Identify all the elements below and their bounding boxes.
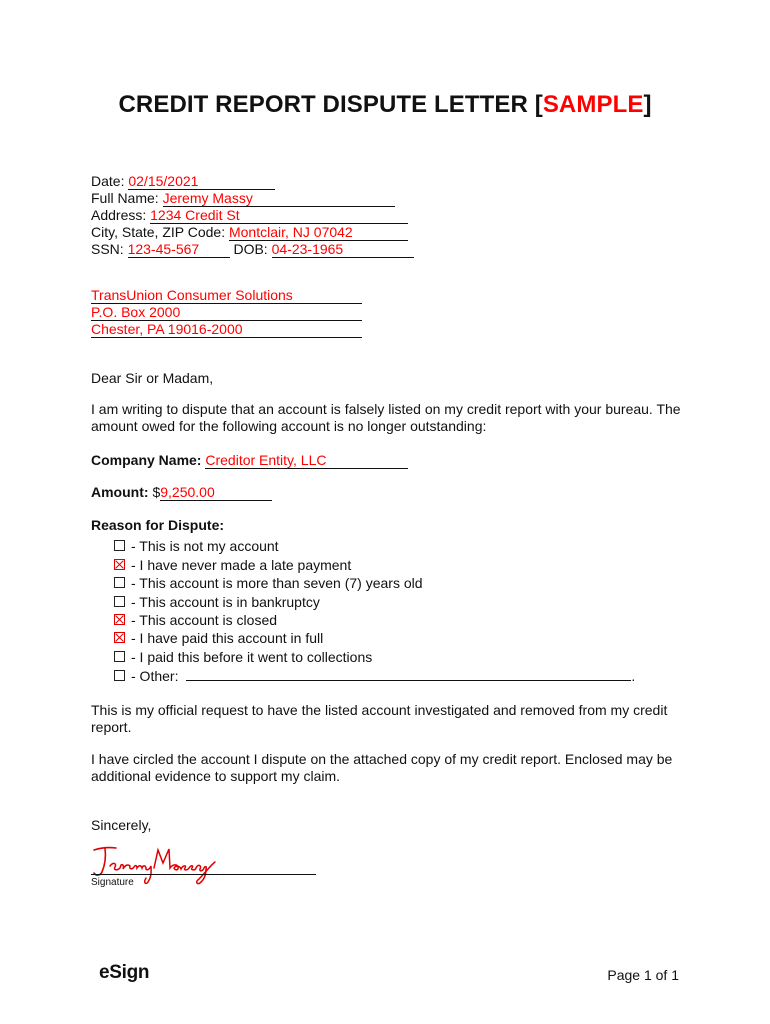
- checkbox-icon[interactable]: [114, 577, 125, 588]
- recipient-city: Chester, PA 19016-2000: [91, 321, 243, 337]
- recipient-line-2: [91, 304, 362, 321]
- full-name-value: Jeremy Massy: [162, 190, 253, 206]
- amount-line: [91, 484, 272, 501]
- reason-label: - Other:: [131, 668, 183, 684]
- reason-label: - This account is more than seven (7) years old: [131, 575, 423, 591]
- dob-label: DOB:: [229, 241, 272, 257]
- date-field[interactable]: [128, 174, 275, 190]
- address-line: [91, 207, 408, 224]
- ssn-field[interactable]: [128, 242, 230, 258]
- esign-logo: eSign: [99, 962, 150, 983]
- checked-checkbox-icon[interactable]: [114, 559, 125, 570]
- title-text: CREDIT REPORT DISPUTE LETTER [: [118, 91, 543, 118]
- page-number: Page 1 of 1: [607, 967, 679, 983]
- intro-paragraph: I am writing to dispute that an account is falsely listed on my credit report with your bureau. The amount owed for the following account is no longer outstanding:: [91, 401, 681, 434]
- reason-label: - This account is in bankruptcy: [131, 594, 320, 610]
- address-label: Address:: [91, 207, 151, 223]
- amount-currency: $: [152, 484, 161, 500]
- company-value: Creditor Entity, LLC: [205, 452, 327, 468]
- recipient-line-3: [91, 321, 362, 338]
- reason-label: - I have never made a late payment: [131, 557, 352, 573]
- signature-label: Signature: [91, 877, 134, 888]
- recipient-line-1: [91, 287, 362, 304]
- title-sample-tag: SAMPLE: [542, 91, 644, 118]
- reason-item-seven-years[interactable]: [114, 575, 423, 592]
- recipient-city-field[interactable]: [91, 322, 362, 338]
- amount-value: 9,250.00: [160, 484, 215, 500]
- reason-item-bankruptcy[interactable]: [114, 594, 320, 611]
- ssn-dob-line: [91, 241, 414, 258]
- reason-label: - This account is closed: [131, 612, 278, 628]
- reason-item-paid-in-full[interactable]: [114, 630, 323, 647]
- recipient-name: TransUnion Consumer Solutions: [91, 287, 293, 303]
- date-line: [91, 173, 275, 190]
- request-paragraph: This is my official request to have the listed account investigated and removed from my credit report.: [91, 702, 668, 735]
- city-field[interactable]: [229, 225, 408, 241]
- reason-label: - This is not my account: [131, 538, 279, 554]
- full-name-label: Full Name:: [91, 190, 163, 206]
- reason-item-other[interactable]: [114, 668, 635, 685]
- page-title: [0, 91, 770, 119]
- reason-heading: Reason for Dispute:: [91, 517, 225, 533]
- other-reason-field[interactable]: [186, 668, 631, 681]
- city-label: City, State, ZIP Code:: [91, 224, 229, 240]
- full-name-line: [91, 190, 395, 207]
- dob-field[interactable]: [272, 242, 414, 258]
- recipient-pobox: P.O. Box 2000: [91, 304, 181, 320]
- title-bracket: ]: [643, 91, 652, 118]
- city-value: Montclair, NJ 07042: [228, 224, 353, 240]
- address-value: 1234 Credit St: [150, 207, 240, 223]
- city-line: [91, 224, 408, 241]
- reason-item-never-late[interactable]: [114, 557, 351, 574]
- full-name-field[interactable]: [163, 191, 395, 207]
- other-period: .: [631, 668, 636, 684]
- ssn-value: 123-45-567: [127, 241, 200, 257]
- reason-item-paid-before-collections[interactable]: [114, 649, 372, 666]
- amount-field[interactable]: [160, 485, 272, 501]
- company-label: Company Name:: [91, 452, 206, 468]
- reason-item-not-my-account[interactable]: [114, 538, 279, 555]
- checkbox-icon[interactable]: [114, 651, 125, 662]
- reason-label: - I have paid this account in full: [131, 630, 324, 646]
- dob-value: 04-23-1965: [271, 241, 344, 257]
- checkbox-icon[interactable]: [114, 540, 125, 551]
- reason-label: - I paid this before it went to collections: [131, 649, 373, 665]
- signature-line[interactable]: [91, 874, 316, 875]
- checkbox-icon[interactable]: [114, 670, 125, 681]
- date-value: 02/15/2021: [128, 173, 199, 189]
- amount-label: Amount:: [91, 484, 153, 500]
- ssn-label: SSN:: [91, 241, 128, 257]
- closing: Sincerely,: [91, 817, 152, 833]
- recipient-name-field[interactable]: [91, 288, 362, 304]
- recipient-pobox-field[interactable]: [91, 305, 362, 321]
- checked-checkbox-icon[interactable]: [114, 632, 125, 643]
- address-field[interactable]: [150, 208, 408, 224]
- evidence-paragraph: I have circled the account I dispute on the attached copy of my credit report. Enclosed may be additional evidence to support my claim.: [91, 751, 673, 784]
- checkbox-icon[interactable]: [114, 596, 125, 607]
- company-field[interactable]: [205, 453, 408, 469]
- salutation: Dear Sir or Madam,: [91, 370, 214, 386]
- reason-item-closed[interactable]: [114, 612, 277, 629]
- date-label: Date:: [91, 173, 129, 189]
- company-line: [91, 452, 408, 469]
- checked-checkbox-icon[interactable]: [114, 614, 125, 625]
